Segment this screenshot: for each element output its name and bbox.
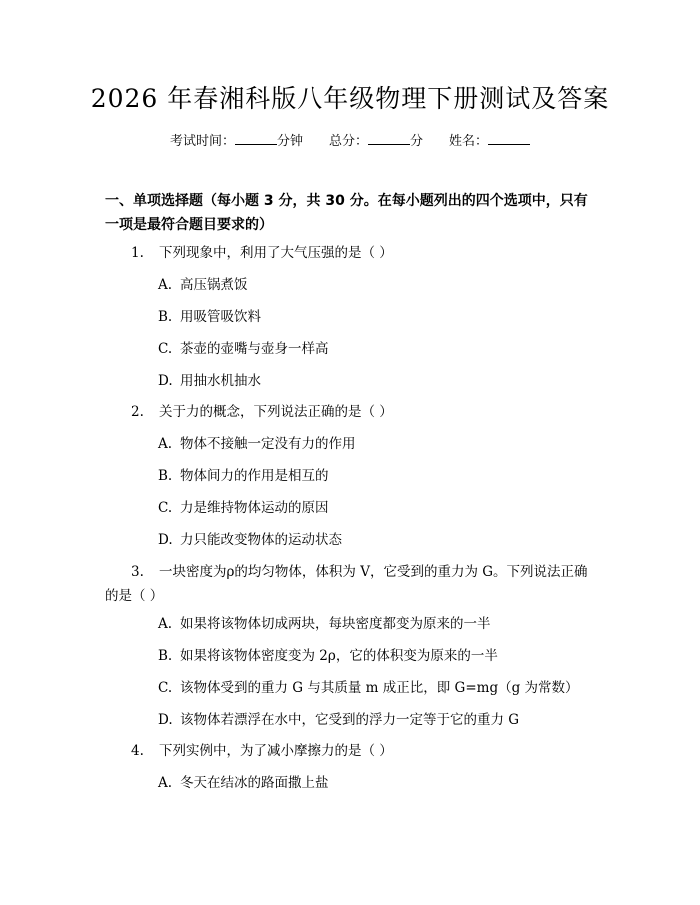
name-blank	[488, 131, 530, 145]
question-3	[105, 560, 600, 608]
option-1c: C. 茶壶的壶嘴与壶身一样高	[158, 341, 329, 357]
question-text: 关于力的概念，下列说法正确的是（ ）	[159, 404, 393, 420]
time-blank	[235, 131, 277, 145]
question-number: 2.	[131, 404, 144, 420]
question-text: 下列实例中，为了减小摩擦力的是（ ）	[159, 743, 393, 759]
score-unit: 分	[410, 134, 424, 149]
score-label: 总分：	[328, 134, 368, 149]
option-2c: C. 力是维持物体运动的原因	[158, 500, 329, 516]
option-1b: B. 用吸管吸饮料	[158, 309, 261, 325]
option-1d: D. 用抽水机抽水	[158, 373, 261, 389]
question-2	[105, 400, 600, 424]
option-4a: A. 冬天在结冰的路面撒上盐	[158, 775, 329, 791]
question-text: 下列现象中，利用了大气压强的是（ ）	[159, 245, 393, 261]
question-number: 3.	[131, 564, 144, 580]
question-1	[105, 241, 600, 265]
option-2b: B. 物体间力的作用是相互的	[158, 468, 329, 484]
option-3b: B. 如果将该物体密度变为 2ρ，它的体积变为原来的一半	[158, 648, 498, 664]
question-number: 4.	[131, 743, 144, 759]
question-number: 1.	[131, 245, 144, 261]
section-heading: 一、单项选择题（每小题 3 分，共 30 分。在每小题列出的四个选项中，只有一项是最符合题目要求的）	[105, 193, 588, 233]
option-3d: D. 该物体若漂浮在水中，它受到的浮力一定等于它的重力 G	[158, 712, 520, 728]
name-label: 姓名：	[449, 134, 489, 149]
question-text: 一块密度为ρ的均匀物体，体积为 V，它受到的重力为 G。下列说法正确的是（ ）	[105, 564, 588, 604]
exam-title: 2026 年春湘科版八年级物理下册测试及答案	[90, 84, 610, 113]
option-2a: A. 物体不接触一定没有力的作用	[158, 436, 356, 452]
question-4	[105, 739, 600, 763]
exam-meta-line	[0, 131, 700, 152]
option-3c: C. 该物体受到的重力 G 与其质量 m 成正比，即 G=mg（g 为常数）	[158, 680, 579, 696]
time-unit: 分钟	[276, 134, 303, 149]
option-1a: A. 高压锅煮饭	[158, 277, 248, 293]
option-2d: D. 力只能改变物体的运动状态	[158, 532, 342, 548]
score-blank	[368, 131, 410, 145]
option-3a: A. 如果将该物体切成两块，每块密度都变为原来的一半	[158, 616, 491, 632]
time-label: 考试时间：	[169, 134, 235, 149]
